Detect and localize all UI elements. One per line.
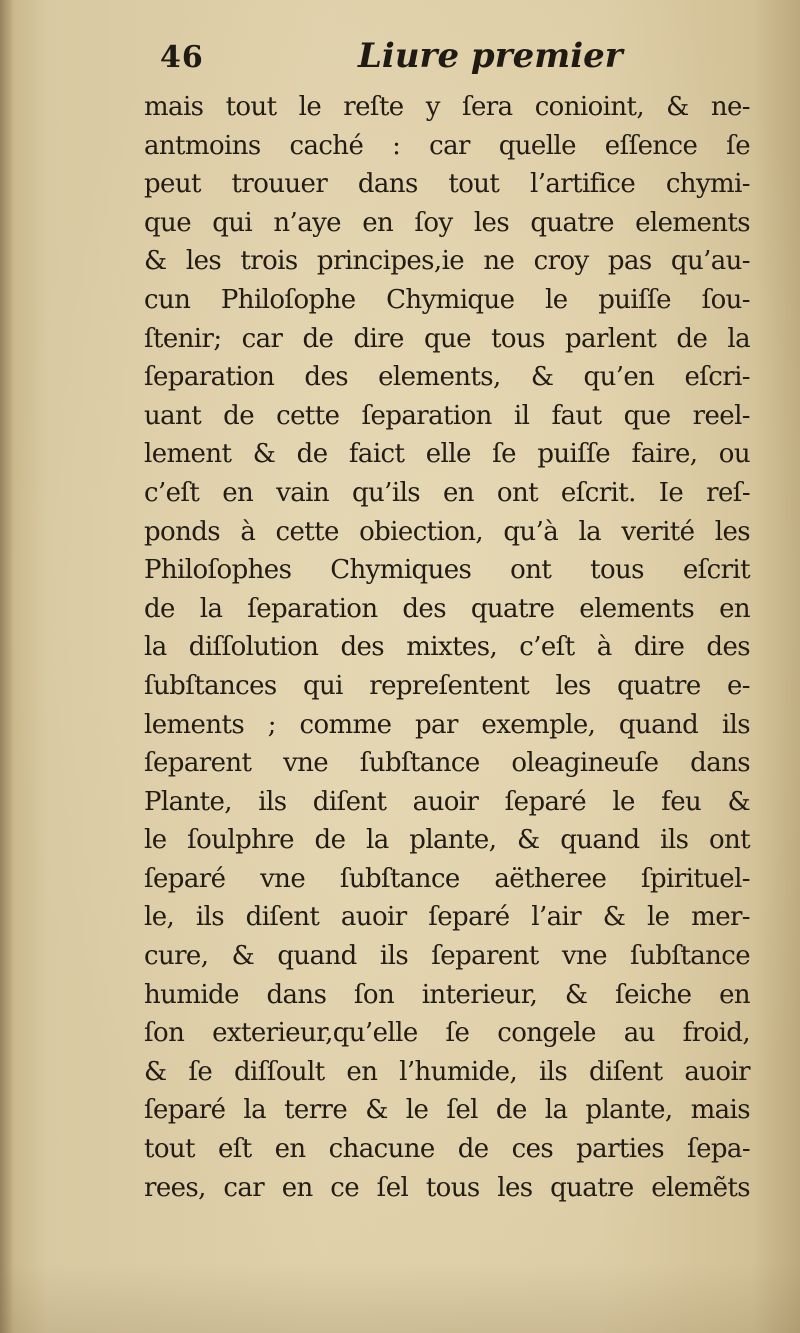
page-number: 46 — [160, 40, 204, 75]
text-line: rees, car en ce ſel tous les quatre elemẽts — [144, 1172, 750, 1203]
text-line: ſtenir; car de dire que tous parlent de la — [144, 323, 750, 354]
text-line: antmoins caché : car quelle eſſence ſe — [144, 130, 750, 161]
text-line: ſon exterieur,qu’elle ſe congele au froid, — [144, 1018, 750, 1049]
body-text — [144, 88, 750, 1207]
text-line: peut trouuer dans tout l’artifice chymi- — [144, 169, 750, 200]
text-line: & les trois principes,ie ne croy pas qu’au- — [144, 246, 750, 277]
text-line: mais tout le reſte y ſera conioint, & ne- — [144, 92, 750, 122]
text-line: tout eſt en chacune de ces parties ſepa- — [144, 1134, 750, 1165]
text-line: ſeparent vne ſubſtance oleagineuſe dans — [144, 748, 750, 779]
page-header — [0, 36, 800, 86]
text-line: lements ; comme par exemple, quand ils — [144, 709, 750, 740]
text-line: le, ils diſent auoir ſeparé l’air & le mer- — [144, 902, 750, 933]
text-line: cun Philoſophe Chymique le puiſſe ſou- — [144, 284, 750, 315]
text-line: lement & de faict elle ſe puiſſe faire, ou — [144, 439, 750, 470]
text-line: ſubſtances qui repreſentent les quatre e- — [144, 670, 750, 701]
text-line: ſeparé vne ſubſtance aëtheree ſpirituel- — [144, 863, 750, 894]
text-line: Philoſophes Chymiques ont tous eſcrit — [144, 555, 750, 586]
text-line: Plante, ils diſent auoir ſeparé le feu & — [144, 786, 750, 817]
text-line: la diſſolution des mixtes, c’eſt à dire des — [144, 632, 750, 663]
text-line: ſeparation des elements, & qu’en eſcri- — [144, 362, 750, 393]
text-line: & ſe diſſoult en l’humide, ils diſent auoir — [144, 1056, 750, 1087]
text-line: le ſoulphre de la plante, & quand ils ont — [144, 825, 750, 856]
text-line: que qui n’aye en ſoy les quatre elements — [144, 207, 750, 238]
text-line: de la ſeparation des quatre elements en — [144, 593, 750, 624]
text-line: uant de cette ſeparation il faut que reel- — [144, 400, 750, 431]
text-line: cure, & quand ils ſeparent vne ſubſtance — [144, 941, 750, 972]
running-head: Liure premier — [358, 36, 623, 76]
text-line: humide dans ſon interieur, & ſeiche en — [144, 979, 750, 1010]
text-line: ſeparé la terre & le ſel de la plante, mais — [144, 1095, 750, 1126]
text-line: ponds à cette obiection, qu’à la verité les — [144, 516, 750, 547]
text-line: c’eſt en vain qu’ils en ont eſcrit. Ie reſ- — [144, 477, 750, 508]
